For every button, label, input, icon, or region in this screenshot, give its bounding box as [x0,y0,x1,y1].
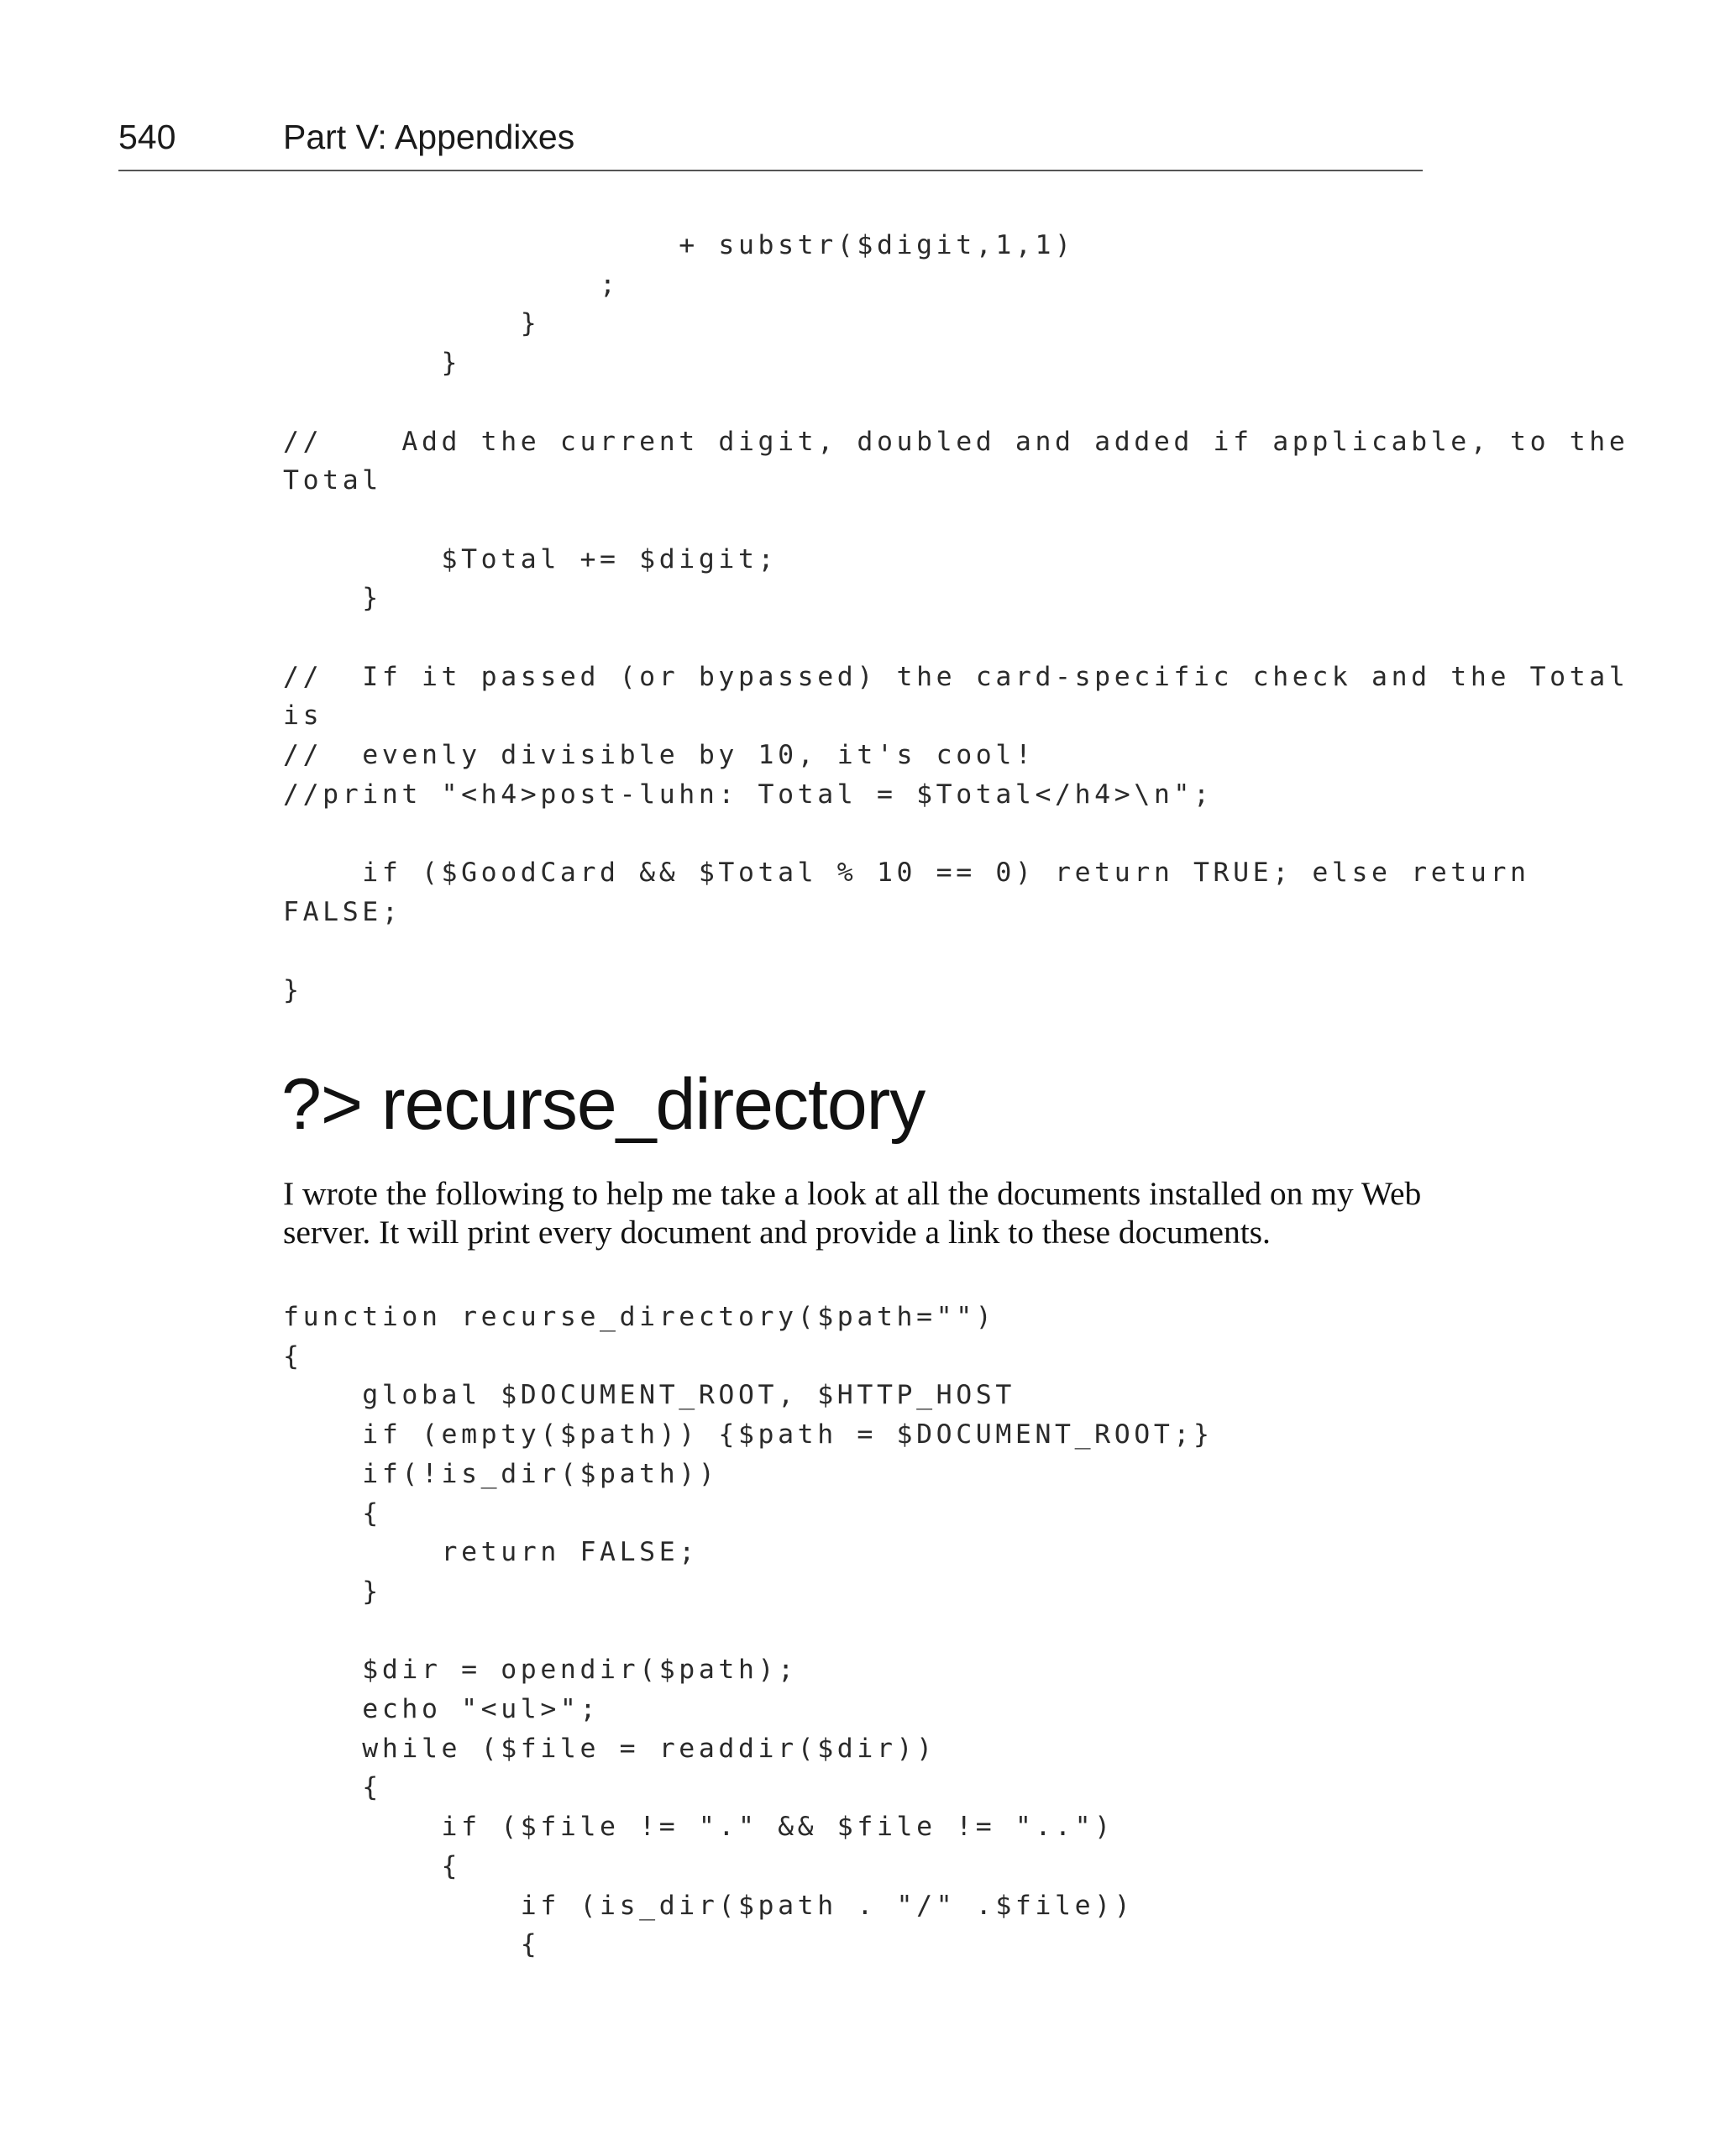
section-description: I wrote the following to help me take a look at all the documents installed on my Web server. It will print every document and provide a link to these documents. [283,1175,1422,1251]
page-header [118,116,1423,171]
section-title: ?> recurse_directory [281,1064,926,1145]
code-listing-recurse-directory: function recurse_directory($path="") { global $DOCUMENT_ROOT, $HTTP_HOST if (empty($path)) {$path = $DOCUMENT_ROOT;} if(!is_dir($path)) { return FALSE; } $dir = opendir($path); echo "<ul>"; while ($file = readdir($dir)) { if ($file != "." && $file != "..") { if (is_dir($path . "/" .$file)) { [283,1302,1214,1960]
running-head: Part V: Appendixes [283,118,575,156]
page-number: 540 [118,118,176,156]
code-listing-luhn-end: + substr($digit,1,1) ; } } // Add the current digit, doubled and added if applicable, to the Total $Total += $digit; } // If it passed (or bypassed) the card-specific check and the Total is // evenly divisible by 10, it's cool! //print "<h4>post-luhn: Total = $Total</h4>\n"; if ($GoodCard && $Total % 10 == 0) return TRUE; else return FALSE; } [283,230,1629,1006]
